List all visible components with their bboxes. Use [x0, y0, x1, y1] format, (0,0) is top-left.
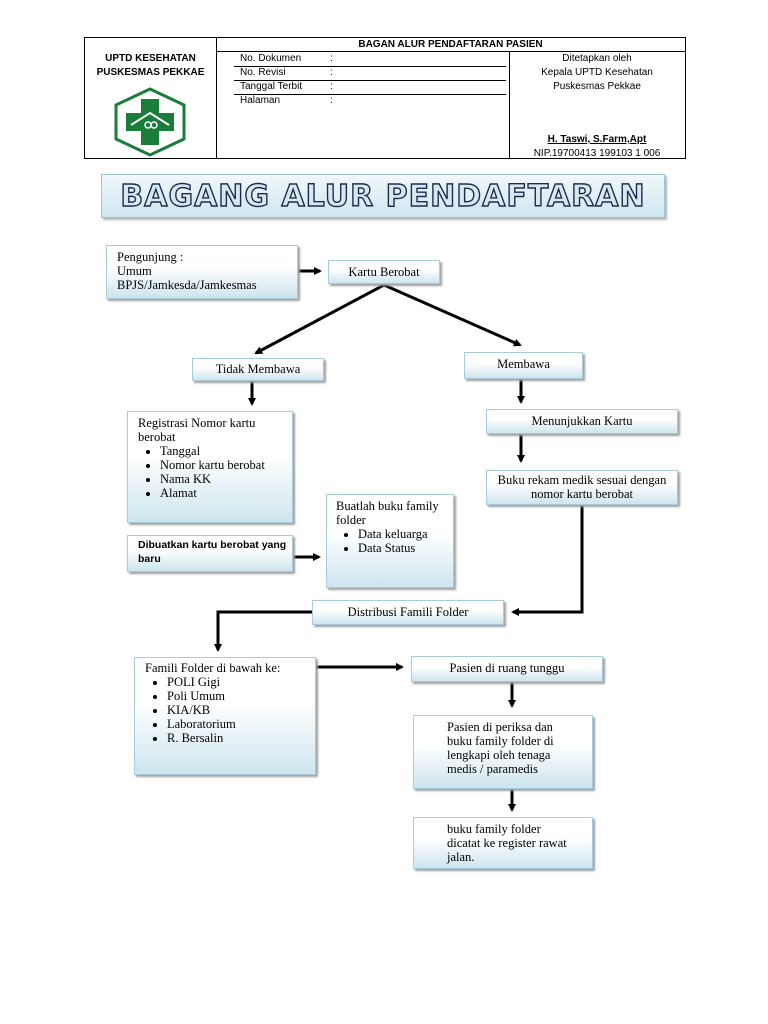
diagram-title-banner: BAGANG ALUR PENDAFTARAN [101, 174, 665, 218]
org-name-line1: UPTD KESEHATAN [105, 53, 196, 64]
kartu-berobat-box: Kartu Berobat [328, 260, 440, 284]
buatlah-list: • Data keluarga • Data Status [336, 527, 449, 555]
ruang-tunggu-box: Pasien di ruang tunggu [411, 656, 603, 682]
dibuatkan-kartu-box: Dibuatkan kartu berobat yang baru [127, 535, 293, 572]
famili-folder-list: • POLI Gigi • Poli Umum • KIA/KB • Laboratorium • R. Bersalin [145, 675, 311, 745]
signer-nip: NIP.19700413 199103 1 006 [533, 148, 661, 159]
menunjukkan-kartu-box: Menunjukkan Kartu [486, 409, 678, 434]
field-tanggal-terbit: Tanggal Terbit : [234, 80, 506, 95]
signer-name: H. Taswi, S.Farm,Apt [547, 134, 647, 145]
arrow-distribusi-to-famili [218, 612, 312, 650]
field-halaman: Halaman : [240, 95, 333, 106]
org-name-line2: PUSKESMAS PEKKAE [96, 67, 205, 78]
dicatat-register-box: buku family folder dicatat ke register rawat jalan. [413, 817, 593, 869]
famili-folder-box: Famili Folder di bawah ke: • POLI Gigi • Poli Umum • KIA/KB • Laboratorium • R. Bersalin [134, 657, 316, 775]
registrasi-box: Registrasi Nomor kartu berobat • Tanggal • Nomor kartu berobat • Nama KK • Alamat [127, 411, 293, 523]
tidak-membawa-box: Tidak Membawa [192, 358, 324, 381]
approval-line3: Puskesmas Pekkae [553, 81, 641, 92]
distribusi-famili-folder-box: Distribusi Famili Folder [312, 600, 504, 625]
field-no-revisi: No. Revisi : [234, 66, 506, 81]
membawa-box: Membawa [464, 352, 583, 379]
visitor-box: Pengunjung : Umum BPJS/Jamkesda/Jamkesmas [106, 245, 298, 299]
registrasi-list: • Tanggal • Nomor kartu berobat • Nama KK • Alamat [138, 444, 286, 500]
arrow-buku-to-distribusi [513, 505, 582, 612]
approval-line1: Ditetapkan oleh [562, 53, 632, 64]
header-title: BAGAN ALUR PENDAFTARAN PASIEN [216, 38, 685, 52]
arrow-kartu-to-membawa [384, 285, 520, 345]
pasien-diperiksa-box: Pasien di periksa dan buku family folder di lengkapi oleh tenaga medis / paramedis [413, 715, 593, 789]
approval-line2: Kepala UPTD Kesehatan [541, 67, 653, 78]
buku-rekam-medik-box: Buku rekam medik sesuai dengan nomor kartu berobat [486, 470, 678, 505]
field-no-dokumen: No. Dokumen : [234, 52, 506, 67]
buatlah-family-folder-box: Buatlah buku family folder • Data keluarga • Data Status [326, 494, 454, 588]
